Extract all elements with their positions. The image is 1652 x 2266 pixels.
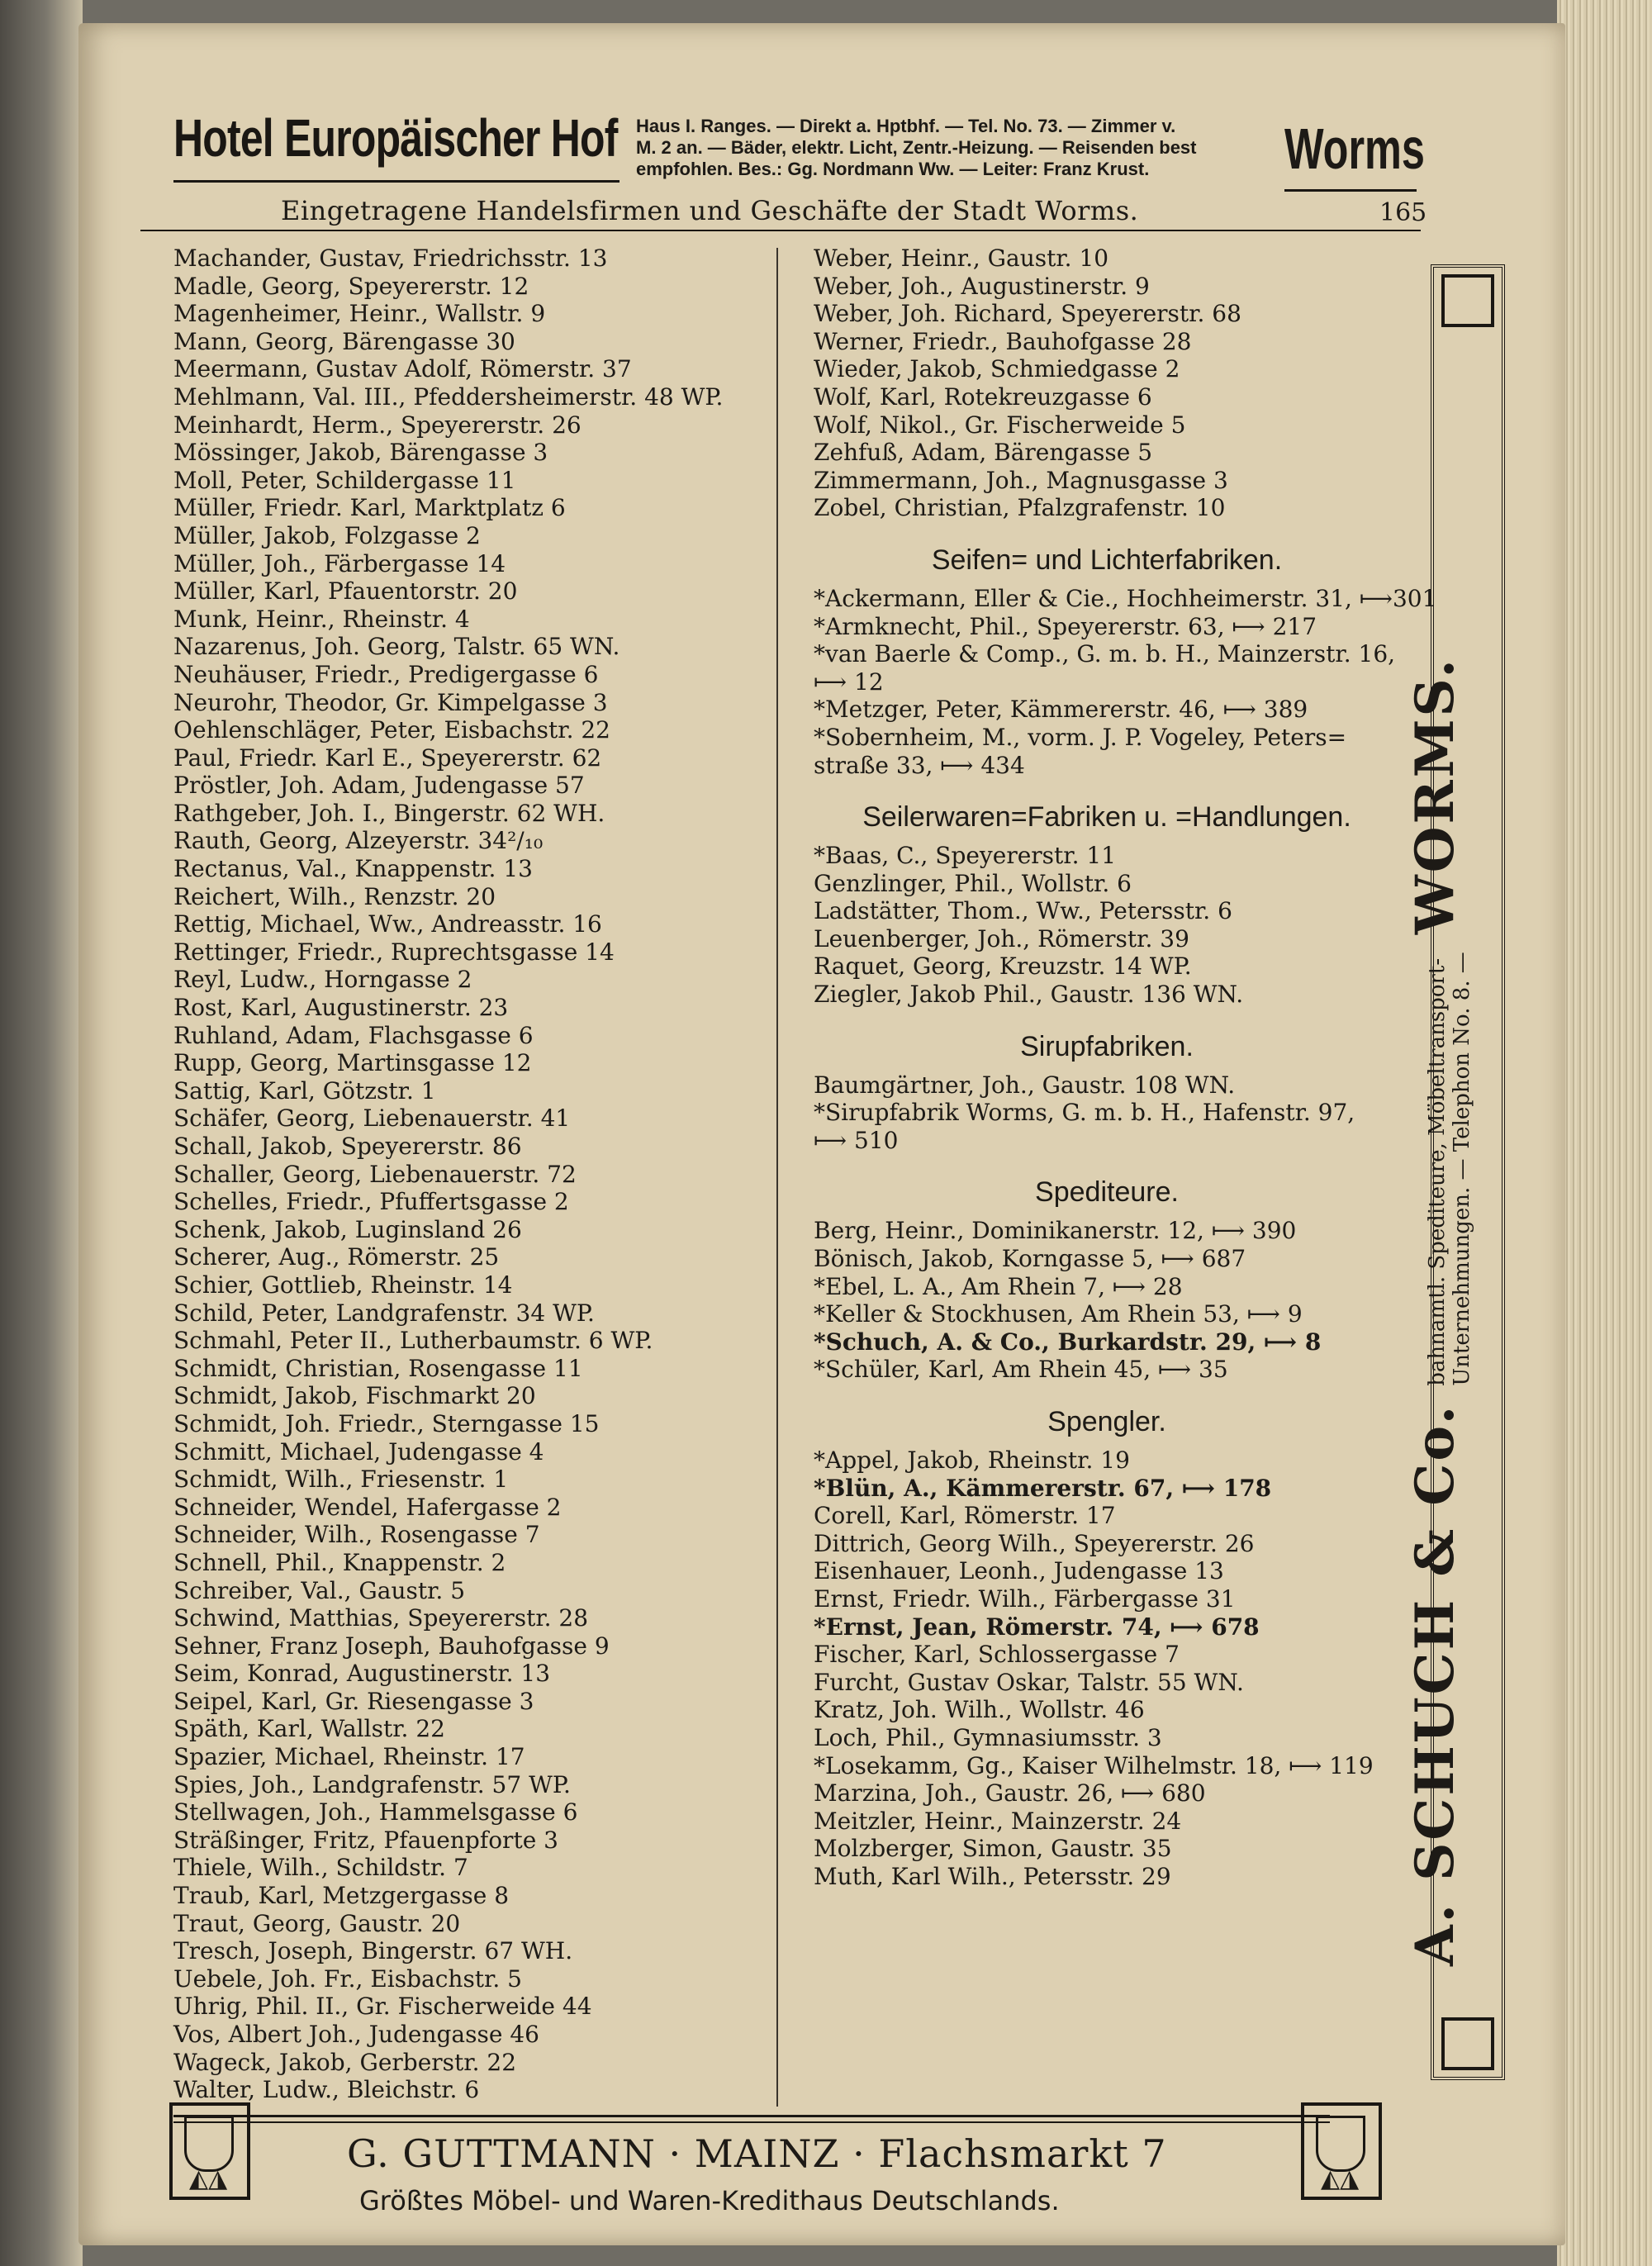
directory-entry: Reyl, Ludw., Horngasse 2 (173, 966, 472, 994)
directory-entry: Corell, Karl, Römerstr. 17 (814, 1502, 1116, 1530)
directory-entry: Spazier, Michael, Rheinstr. 17 (173, 1743, 525, 1771)
directory-entry: Müller, Joh., Färbergasse 14 (173, 549, 506, 577)
directory-entry: Spies, Joh., Landgrafenstr. 57 WP. (173, 1770, 571, 1798)
directory-entry: *Sobernheim, M., vorm. J. P. Vogeley, Peters= (814, 723, 1347, 751)
directory-entry: Reichert, Wilh., Renzstr. 20 (173, 882, 496, 910)
directory-entry: *Ernst, Jean, Römerstr. 74, ⟼ 678 (814, 1613, 1260, 1641)
directory-entry: Fischer, Karl, Schlossergasse 7 (814, 1641, 1180, 1669)
directory-entry: Schall, Jakob, Speyererstr. 86 (173, 1133, 522, 1160)
directory-entry: Sattig, Karl, Götzstr. 1 (173, 1076, 436, 1104)
page-edges-right (1557, 0, 1652, 2266)
directory-entry: Schier, Gottlieb, Rheinstr. 14 (173, 1271, 513, 1299)
directory-entry: Thiele, Wilh., Schildstr. 7 (173, 1854, 468, 1882)
directory-entry: *Ackermann, Eller & Cie., Hochheimerstr. 31, ⟼301 (814, 584, 1437, 612)
directory-entry: Paul, Friedr. Karl E., Speyererstr. 62 (173, 743, 602, 772)
directory-entry: *Keller & Stockhusen, Am Rhein 53, ⟼ 9 (814, 1300, 1303, 1328)
directory-entry: Seipel, Karl, Gr. Riesengasse 3 (173, 1687, 534, 1715)
directory-entry: *Metzger, Peter, Kämmererstr. 46, ⟼ 389 (814, 696, 1308, 724)
directory-entry: Schmidt, Jakob, Fischmarkt 20 (173, 1382, 536, 1410)
hotel-info (636, 116, 1280, 180)
directory-entry: Uhrig, Phil. II., Gr. Fischerweide 44 (173, 1993, 592, 2021)
directory-entry: Raquet, Georg, Kreuzstr. 14 WP. (814, 952, 1192, 981)
side-ad-details (1425, 952, 1474, 1386)
directory-entry: Rost, Karl, Augustinerstr. 23 (173, 994, 509, 1022)
directory-entry: Zimmermann, Joh., Magnusgasse 3 (814, 466, 1228, 494)
directory-entry: Leuenberger, Joh., Römerstr. 39 (814, 924, 1189, 952)
directory-entry: Schenk, Jakob, Luginsland 26 (173, 1215, 522, 1243)
directory-entry: *Baas, C., Speyererstr. 11 (814, 842, 1117, 870)
bottom-ad-rule (173, 2115, 1330, 2117)
directory-entry: Loch, Phil., Gymnasiumsstr. 3 (814, 1723, 1162, 1751)
directory-entry: Rauth, Georg, Alzeyerstr. 34²/₁₀ (173, 827, 544, 855)
header-divider (140, 230, 1421, 231)
directory-entry: Zehfuß, Adam, Bärengasse 5 (814, 439, 1153, 467)
directory-entry: Tresch, Joseph, Bingerstr. 67 WH. (173, 1937, 573, 1965)
directory-entry: ⟼ 12 (814, 667, 884, 696)
directory-entry: Schelles, Friedr., Pfuffertsgasse 2 (173, 1188, 569, 1216)
directory-entry: Schmidt, Joh. Friedr., Sterngasse 15 (173, 1409, 600, 1437)
shield-ornament-icon: ◭◮ (1301, 2102, 1382, 2200)
hotel-info-line: M. 2 an. — Bäder, elektr. Licht, Zentr.-Heizung. — Reisenden best (636, 137, 1197, 158)
directory-entry: Seim, Konrad, Augustinerstr. 13 (173, 1660, 551, 1688)
directory-entry: *van Baerle & Comp., G. m. b. H., Mainzerstr. 16, (814, 640, 1396, 668)
directory-entry: Rathgeber, Joh. I., Bingerstr. 62 WH. (173, 799, 605, 827)
directory-entry: *Armknecht, Phil., Speyererstr. 63, ⟼ 217 (814, 612, 1317, 640)
bottom-ad-subtitle: Größtes Möbel- und Waren-Kredithaus Deutschlands. (359, 2185, 1060, 2216)
directory-entry: *Sirupfabrik Worms, G. m. b. H., Hafenstr. 97, (814, 1099, 1355, 1127)
directory-entry: Schreiber, Val., Gaustr. 5 (173, 1576, 466, 1604)
directory-entry: Schmidt, Wilh., Friesenstr. 1 (173, 1466, 509, 1494)
directory-entry: *Schuch, A. & Co., Burkardstr. 29, ⟼ 8 (814, 1328, 1322, 1356)
directory-entry: Kratz, Joh. Wilh., Wollstr. 46 (814, 1696, 1145, 1724)
directory-entry: Schmidt, Christian, Rosengasse 11 (173, 1354, 583, 1382)
directory-entry: Nazarenus, Joh. Georg, Talstr. 65 WN. (173, 633, 620, 661)
directory-entry: Weber, Joh. Richard, Speyererstr. 68 (814, 300, 1241, 328)
shield-ornament-icon: ◭◮ (169, 2102, 250, 2200)
section-heading: Spengler. (1047, 1406, 1166, 1437)
directory-entry: Walter, Ludw., Bleichstr. 6 (173, 2076, 480, 2104)
section-heading: Seifen= und Lichterfabriken. (931, 544, 1283, 576)
directory-entry: Sträßinger, Fritz, Pfauenpforte 3 (173, 1826, 558, 1854)
directory-entry: Meinhardt, Herm., Speyererstr. 26 (173, 411, 582, 439)
directory-entry: straße 33, ⟼ 434 (814, 751, 1025, 779)
directory-entry: *Losekamm, Gg., Kaiser Wilhelmstr. 18, ⟼ 119 (814, 1751, 1374, 1779)
directory-entry: Ladstätter, Thom., Ww., Petersstr. 6 (814, 897, 1232, 925)
directory-entry: Wieder, Jakob, Schmiedgasse 2 (814, 355, 1180, 383)
hotel-logo: Hotel Europäischer Hof (173, 108, 618, 168)
directory-entry: Ruhland, Adam, Flachsgasse 6 (173, 1021, 534, 1049)
left-column (173, 245, 723, 2104)
side-ad-name: A. SCHUCH & Co. (1404, 1403, 1466, 1966)
directory-entry: Molzberger, Simon, Gaustr. 35 (814, 1835, 1172, 1863)
directory-entry: Eisenhauer, Leonh., Judengasse 13 (814, 1557, 1224, 1585)
directory-entry: Rettinger, Friedr., Ruprechtsgasse 14 (173, 938, 615, 966)
directory-entry: Moll, Peter, Schildergasse 11 (173, 466, 516, 494)
directory-entry: Baumgärtner, Joh., Gaustr. 108 WN. (814, 1071, 1236, 1099)
column-divider (776, 248, 778, 2107)
side-ad-square-icon (1441, 2017, 1494, 2070)
directory-entry: Schmitt, Michael, Judengasse 4 (173, 1437, 544, 1466)
directory-entry: Schmahl, Peter II., Lutherbaumstr. 6 WP. (173, 1327, 653, 1355)
side-ad-line: Unternehmungen. — Telephon No. 8. — (1449, 952, 1474, 1386)
directory-entry: Stellwagen, Joh., Hammelsgasse 6 (173, 1798, 578, 1827)
directory-entry: Meermann, Gustav Adolf, Römerstr. 37 (173, 355, 632, 383)
directory-entry: Schneider, Wilh., Rosengasse 7 (173, 1521, 540, 1549)
directory-entry: Neuhäuser, Friedr., Predigergasse 6 (173, 660, 599, 688)
directory-entry: Wageck, Jakob, Gerberstr. 22 (173, 2048, 517, 2076)
directory-entry: Schaller, Georg, Liebenauerstr. 72 (173, 1160, 577, 1188)
directory-entry: Munk, Heinr., Rheinstr. 4 (173, 605, 470, 633)
directory-entry: Schneider, Wendel, Hafergasse 2 (173, 1493, 562, 1521)
directory-entry: Wolf, Nikol., Gr. Fischerweide 5 (814, 411, 1186, 439)
directory-entry: Werner, Friedr., Bauhofgasse 28 (814, 327, 1192, 355)
directory-entry: Bönisch, Jakob, Korngasse 5, ⟼ 687 (814, 1245, 1246, 1273)
directory-entry: *Ebel, L. A., Am Rhein 7, ⟼ 28 (814, 1272, 1183, 1300)
directory-entry: Pröstler, Joh. Adam, Judengasse 57 (173, 772, 585, 800)
directory-entry: Zobel, Christian, Pfalzgrafenstr. 10 (814, 494, 1226, 522)
directory-entry: Mössinger, Jakob, Bärengasse 3 (173, 439, 548, 467)
hotel-logo-underline (173, 180, 620, 183)
side-ad (1404, 314, 1474, 1966)
directory-entry: Wolf, Karl, Rotekreuzgasse 6 (814, 382, 1152, 411)
page-number: 165 (1379, 198, 1427, 227)
section-heading: Seilerwaren=Fabriken u. =Handlungen. (862, 801, 1351, 834)
directory-entry: ⟼ 510 (814, 1126, 899, 1154)
directory-entry: Meitzler, Heinr., Mainzerstr. 24 (814, 1807, 1182, 1835)
directory-entry: Vos, Albert Joh., Judengasse 46 (173, 2021, 539, 2048)
directory-entry: Sehner, Franz Joseph, Bauhofgasse 9 (173, 1632, 610, 1660)
directory-entry: Dittrich, Georg Wilh., Speyererstr. 26 (814, 1529, 1255, 1557)
side-ad-line: bahnamtl. Spediteure, Möbeltransport- (1424, 957, 1450, 1386)
directory-entry: Scherer, Aug., Römerstr. 25 (173, 1243, 500, 1271)
header-city-underline (1284, 189, 1417, 192)
directory-entry: Furcht, Gustav Oskar, Talstr. 55 WN. (814, 1668, 1244, 1696)
directory-entry: Marzina, Joh., Gaustr. 26, ⟼ 680 (814, 1779, 1206, 1808)
directory-entry: Mehlmann, Val. III., Pfeddersheimerstr. 48 WP. (173, 382, 724, 411)
directory-entry: Müller, Karl, Pfauentorstr. 20 (173, 577, 518, 606)
directory-entry: Weber, Joh., Augustinerstr. 9 (814, 272, 1150, 300)
directory-entry: Muth, Karl Wilh., Petersstr. 29 (814, 1862, 1171, 1890)
book-spine-left (0, 0, 83, 2266)
hotel-info-line: empfohlen. Bes.: Gg. Nordmann Ww. — Leiter: Franz Krust. (636, 159, 1150, 179)
directory-entry: Ziegler, Jakob Phil., Gaustr. 136 WN. (814, 981, 1244, 1009)
directory-entry: Ernst, Friedr. Wilh., Färbergasse 31 (814, 1584, 1236, 1613)
directory-entry: Neurohr, Theodor, Gr. Kimpelgasse 3 (173, 688, 608, 716)
directory-entry: Rettig, Michael, Ww., Andreasstr. 16 (173, 910, 602, 938)
section-heading: Sirupfabriken. (1020, 1030, 1194, 1062)
bottom-ad-title: G. GUTTMANN · MAINZ · Flachsmarkt 7 (347, 2131, 1167, 2176)
directory-entry: Uebele, Joh. Fr., Eisbachstr. 5 (173, 1964, 522, 1993)
directory-entry: Madle, Georg, Speyererstr. 12 (173, 272, 529, 300)
header-city: Worms (1284, 116, 1425, 181)
directory-entry: Weber, Heinr., Gaustr. 10 (814, 245, 1109, 272)
directory-entry: Genzlinger, Phil., Wollstr. 6 (814, 869, 1132, 897)
directory-entry: Berg, Heinr., Dominikanerstr. 12, ⟼ 390 (814, 1217, 1297, 1245)
directory-entry: Schwind, Matthias, Speyererstr. 28 (173, 1604, 589, 1632)
bottom-ad-rule (173, 2121, 1330, 2123)
directory-entry: Oehlenschläger, Peter, Eisbachstr. 22 (173, 716, 610, 744)
directory-entry: Traub, Karl, Metzgergasse 8 (173, 1882, 510, 1910)
hotel-info-line: Haus I. Ranges. — Direkt a. Hptbhf. — Tel. No. 73. — Zimmer v. (636, 116, 1176, 136)
directory-entry: Schild, Peter, Landgrafenstr. 34 WP. (173, 1299, 595, 1327)
directory-entry: Rectanus, Val., Knappenstr. 13 (173, 855, 533, 883)
section-heading: Spediteure. (1035, 1176, 1179, 1209)
page-title: Eingetragene Handelsfirmen und Geschäfte der Stadt Worms. (281, 195, 1139, 226)
directory-entry: Mann, Georg, Bärengasse 30 (173, 327, 515, 355)
directory-entry: *Blün, A., Kämmererstr. 67, ⟼ 178 (814, 1474, 1272, 1502)
directory-entry: *Appel, Jakob, Rheinstr. 19 (814, 1447, 1130, 1474)
directory-entry: Späth, Karl, Wallstr. 22 (173, 1715, 445, 1743)
directory-entry: *Schüler, Karl, Am Rhein 45, ⟼ 35 (814, 1356, 1228, 1384)
directory-entry: Müller, Jakob, Folzgasse 2 (173, 521, 481, 549)
directory-entry: Müller, Friedr. Karl, Marktplatz 6 (173, 494, 566, 522)
directory-entry: Schäfer, Georg, Liebenauerstr. 41 (173, 1104, 571, 1133)
directory-entry: Traut, Georg, Gaustr. 20 (173, 1909, 461, 1937)
directory-entry: Machander, Gustav, Friedrichsstr. 13 (173, 245, 608, 272)
directory-entry: Magenheimer, Heinr., Wallstr. 9 (173, 300, 546, 328)
side-ad-city: WORMS. (1404, 657, 1466, 935)
directory-entry: Rupp, Georg, Martinsgasse 12 (173, 1049, 532, 1077)
directory-entry: Schnell, Phil., Knappenstr. 2 (173, 1548, 506, 1576)
